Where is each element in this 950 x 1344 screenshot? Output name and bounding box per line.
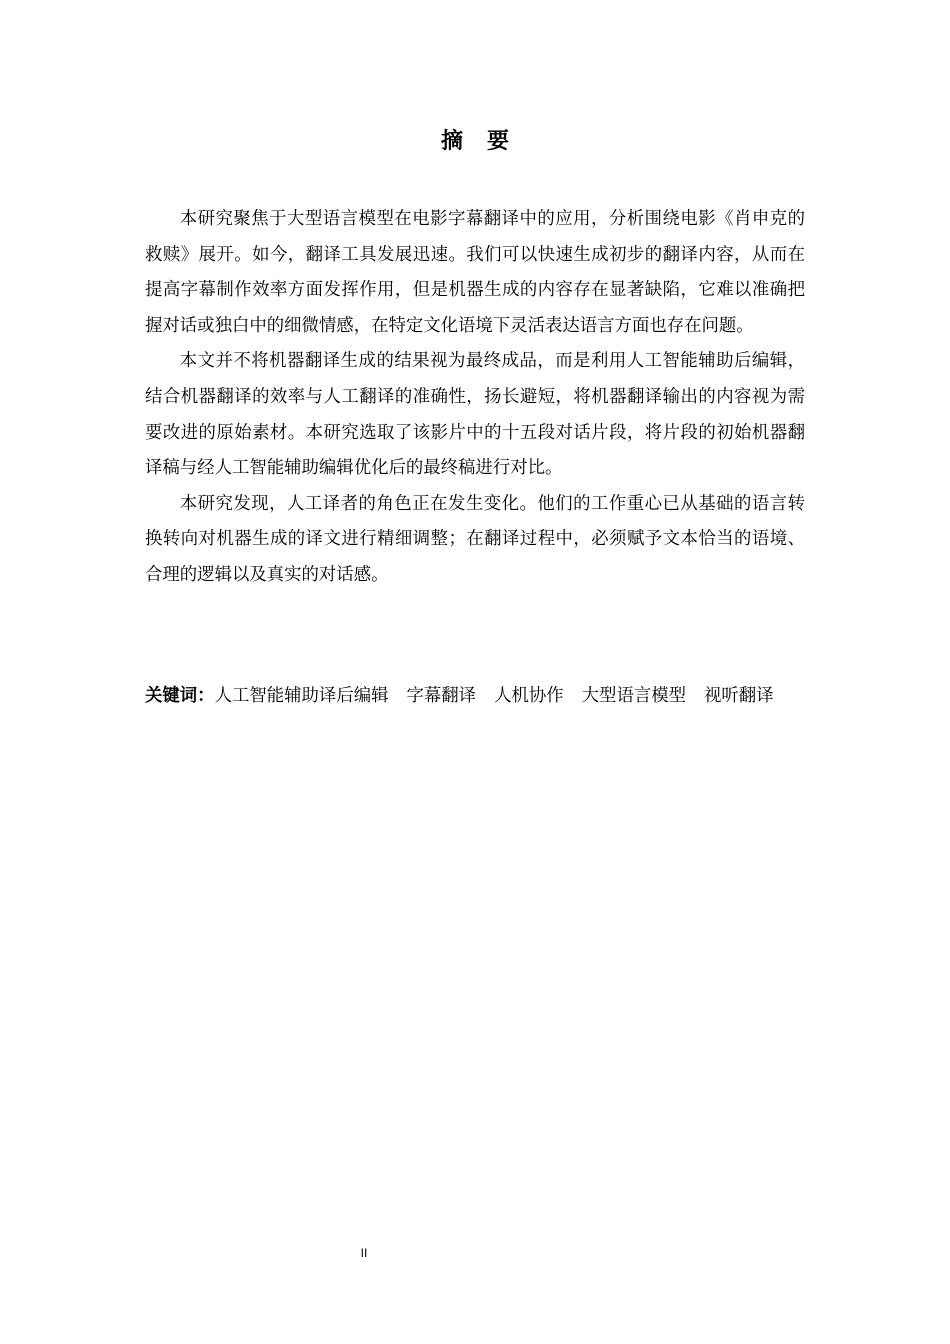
keyword: 视听翻译	[704, 686, 774, 706]
page-title: 摘要	[440, 129, 533, 154]
abstract-paragraph: 本文并不将机器翻译生成的结果视为最终成品，而是利用人工智能辅助后编辑，结合机器翻译的效率与人工翻译的准确性，扬长避短，将机器翻译输出的内容视为需要改进的原始素材。本研究选取了该影片中的十五段对话片段，将片段的初始机器翻译稿与经人工智能辅助编辑优化后的最终稿进行对比。	[145, 351, 805, 479]
abstract-paragraph: 本研究聚焦于大型语言模型在电影字幕翻译中的应用，分析围绕电影《肖申克的救赎》展开。如今，翻译工具发展迅速。我们可以快速生成初步的翻译内容，从而在提高字幕制作效率方面发挥作用，但是机器生成的内容存在显著缺陷，它难以准确把握对话或独白中的细微情感，在特定文化语境下灵活表达语言方面也存在问题。	[145, 209, 805, 336]
keyword: 字幕翻译	[406, 686, 477, 706]
keyword: 人工智能辅助译后编辑	[214, 686, 389, 706]
keywords-line	[145, 678, 805, 714]
keyword: 大型语言模型	[581, 686, 687, 706]
keywords-label: 关键词：	[145, 686, 215, 706]
page-number: II	[360, 1246, 368, 1260]
abstract-body	[145, 202, 805, 594]
abstract-paragraph: 本研究发现，人工译者的角色正在发生变化。他们的工作重心已从基础的语言转换转向对机器生成的译文进行精细调整；在翻译过程中，必须赋予文本恰当的语境、合理的逻辑以及真实的对话感。	[145, 493, 805, 585]
keyword: 人机协作	[494, 686, 564, 706]
